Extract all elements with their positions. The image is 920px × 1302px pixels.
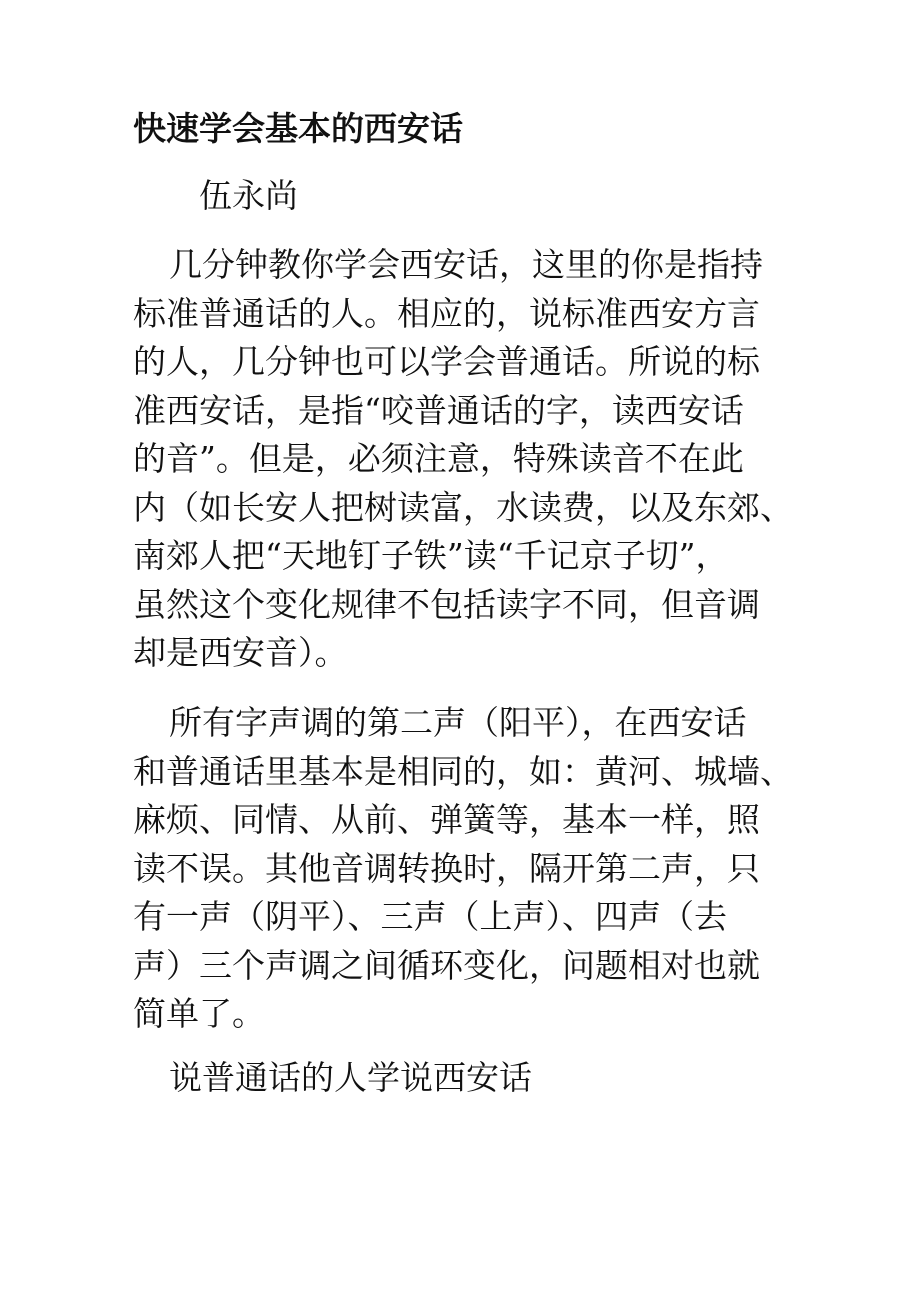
- paragraph-line: 虽然这个变化规律不包括读字不同，但音调: [133, 584, 760, 624]
- section-heading-text: 说普通话的人学说西安话: [169, 1058, 532, 1097]
- paragraph-line: 和普通话里基本是相同的，如：黄河、城墙、: [133, 751, 793, 791]
- paragraph-line: 的音”。但是，必须注意，特殊读音不在此: [133, 439, 744, 478]
- paragraph-line: 有一声（阴平）、三声（上声）、四声（去: [133, 897, 727, 936]
- paragraph-line: 却是西安音）。: [133, 633, 348, 672]
- paragraph-line: 所有字声调的第二声（阳平），在西安话: [169, 703, 747, 742]
- paragraph-line: 的人，几分钟也可以学会普通话。所说的标: [133, 342, 760, 381]
- paragraph-line: 声）三个声调之间循环变化，问题相对也就: [133, 945, 760, 985]
- paragraph-line: 内（如长安人把树读富，水读费，以及东郊、: [133, 487, 793, 527]
- paragraph-line: 几分钟教你学会西安话，这里的你是指持: [169, 245, 763, 284]
- paragraph-line: 准西安话，是指“咬普通话的字，读西安话: [133, 390, 744, 430]
- paragraph-2: [133, 699, 793, 1039]
- paragraph-line: 简单了。: [133, 994, 265, 1033]
- paragraph-1: [133, 241, 793, 678]
- author-name: 伍永尚: [199, 176, 298, 215]
- section-heading: [133, 1054, 793, 1103]
- paragraph-line: 麻烦、同情、从前、弹簧等，基本一样，照: [133, 800, 760, 839]
- paragraph-line: 南郊人把“天地钉子铁”读“千记京子切”，: [133, 536, 729, 575]
- paragraph-line: 读不误。其他音调转换时，隔开第二声，只: [133, 848, 760, 888]
- document-title: 快速学会基本的西安话: [133, 109, 463, 148]
- paragraph-line: 标准普通话的人。相应的，说标准西安方言: [133, 293, 760, 333]
